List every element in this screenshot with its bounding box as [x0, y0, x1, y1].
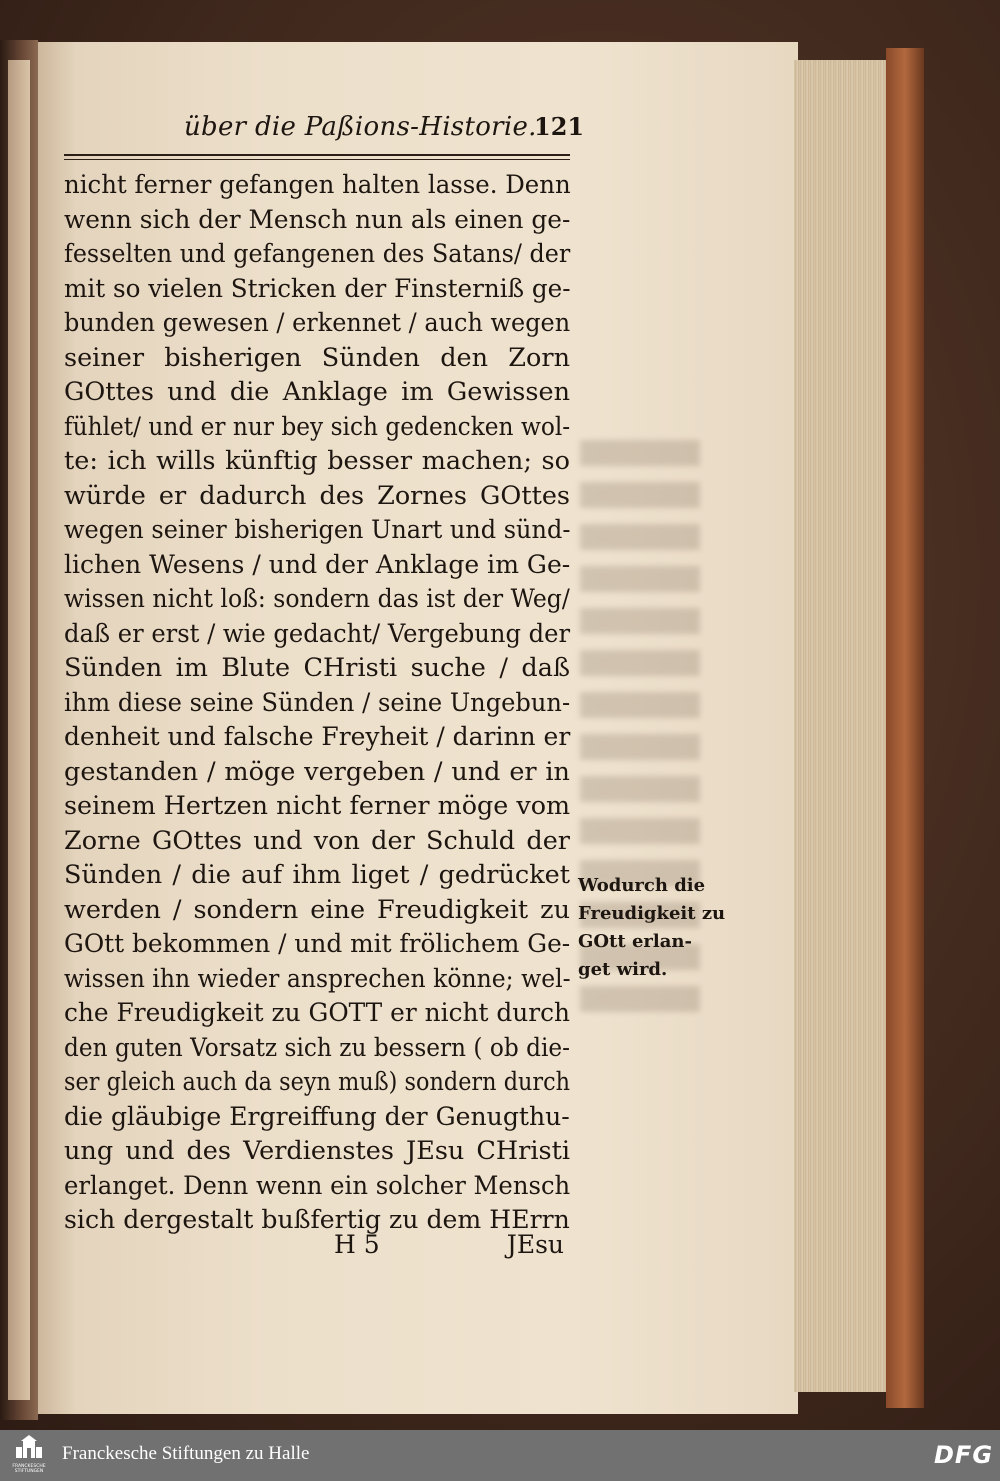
body-text	[64, 168, 570, 1238]
left-page-edge	[8, 60, 30, 1400]
text-line: wissen nicht loß: sondern das ist der Weg/	[64, 584, 570, 614]
dfg-logo[interactable]: DFG	[934, 1441, 994, 1469]
show-through-bleed	[580, 440, 700, 1140]
text-line: erlanget. Denn wenn ein solcher Mensch	[64, 1170, 571, 1201]
catchword-line	[64, 1230, 570, 1266]
logo-text: FRANCKESCHE STIFTUNGEN	[12, 1464, 46, 1474]
text-line: bunden gewesen / erkennet / auch wegen	[64, 308, 571, 338]
page-header	[64, 112, 585, 162]
text-line: daß er erst / wie gedacht/ Vergebung der	[64, 618, 571, 649]
text-line: te: ich wills künftig besser machen; so	[64, 446, 570, 476]
text-line: seiner bisherigen Sünden den Zorn	[64, 342, 570, 373]
marginal-note-line: Wodurch die	[578, 875, 706, 896]
text-line: Sünden im Blute CHristi suche / daß	[64, 653, 570, 683]
text-line: lichen Wesens / und der Anklage im Ge-	[64, 549, 571, 580]
text-line: ser gleich auch da seyn muß) sondern durch	[64, 1067, 571, 1097]
text-line: nicht ferner gefangen halten lasse. Denn	[64, 170, 571, 200]
footer-bar	[0, 1430, 1000, 1481]
text-line: würde er dadurch des Zornes GOttes	[64, 480, 570, 511]
running-title: über die Paßions-Historie.	[184, 112, 537, 142]
catchword: JEsu	[506, 1230, 564, 1259]
text-line: die gläubige Ergreiffung der Genugthu-	[64, 1101, 570, 1132]
book-cover-edge	[886, 48, 924, 1408]
footer-title: Franckesche Stiftungen zu Halle	[62, 1443, 310, 1464]
text-line: seinem Hertzen nicht ferner möge vom	[64, 791, 571, 821]
marginal-note	[578, 872, 728, 984]
text-line: ung und des Verdienstes JEsu CHristi	[64, 1136, 570, 1166]
marginal-note-line: get wird.	[578, 959, 668, 980]
text-line: che Freudigkeit zu GOTT er nicht durch	[64, 998, 570, 1028]
marginal-note-line: GOtt erlan-	[578, 931, 692, 952]
page-number: 121	[534, 112, 585, 141]
header-rule	[64, 154, 570, 160]
text-line: mit so vielen Stricken der Finsterniß ge-	[64, 273, 571, 304]
building-icon	[6, 1434, 52, 1464]
text-line: Sünden / die auf ihm liget / gedrücket	[64, 860, 570, 890]
text-line: denheit und falsche Freyheit / darinn er	[64, 722, 571, 752]
text-line: ihm diese seine Sünden / seine Ungebun-	[64, 687, 571, 718]
franckesche-logo-icon[interactable]	[6, 1434, 52, 1478]
text-line: wegen seiner bisherigen Unart und sünd-	[64, 515, 571, 545]
text-line: sich dergestalt bußfertig zu dem HErrn	[64, 1205, 570, 1235]
marginal-note-line: Freudigkeit zu	[578, 903, 726, 924]
text-line: fühlet/ und er nur bey sich gedencken wol-	[64, 411, 571, 442]
text-line: den guten Vorsatz sich zu bessern ( ob die-	[64, 1032, 570, 1063]
page-fore-edge	[794, 60, 888, 1392]
text-line: gestanden / möge vergeben / und er in	[64, 756, 570, 787]
text-line: wenn sich der Mensch nun als einen ge-	[64, 204, 571, 235]
text-line: wissen ihn wieder ansprechen könne; wel-	[64, 963, 571, 994]
text-line: GOtt bekommen / und mit frölichem Ge-	[64, 929, 571, 959]
text-line: GOttes und die Anklage im Gewissen	[64, 377, 570, 407]
signature-mark: H 5	[334, 1230, 380, 1259]
text-line: fesselten und gefangenen des Satans/ der	[64, 239, 571, 269]
text-line: Zorne GOttes und von der Schuld der	[64, 825, 570, 856]
text-line: werden / sondern eine Freudigkeit zu	[64, 894, 570, 925]
